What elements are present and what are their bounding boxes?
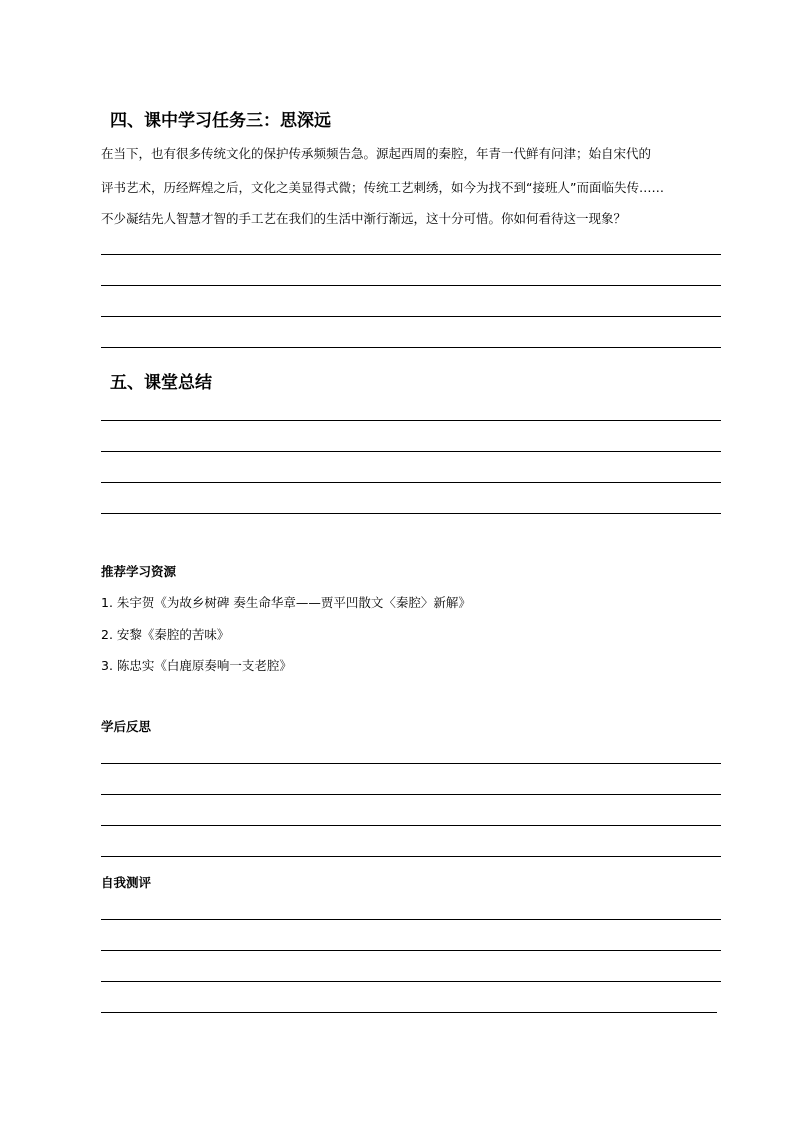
section5-heading: 五、课堂总结 <box>110 373 212 393</box>
paragraph-line: 在当下，也有很多传统文化的保护传承频频告急。源起西周的秦腔，年青一代鲜有问津；始自宋代的 <box>101 146 652 161</box>
resources-title: 推荐学习资源 <box>101 564 177 579</box>
answer-line <box>101 950 721 951</box>
answer-line <box>101 513 721 514</box>
answer-line <box>101 763 721 764</box>
answer-line <box>101 919 721 920</box>
resource-item: 3. 陈忠实《白鹿原奏响一支老腔》 <box>101 658 292 673</box>
answer-line <box>101 1012 717 1013</box>
resource-item: 2. 安黎《秦腔的苦味》 <box>101 627 230 642</box>
reflection-title: 学后反思 <box>101 719 152 734</box>
answer-line <box>101 825 721 826</box>
answer-line <box>101 451 721 452</box>
answer-line <box>101 794 721 795</box>
section4-heading: 四、课中学习任务三：思深远 <box>110 111 331 131</box>
answer-line <box>101 254 721 255</box>
self-eval-title: 自我测评 <box>101 875 152 890</box>
answer-line <box>101 981 721 982</box>
answer-line <box>101 285 721 286</box>
answer-line <box>101 316 721 317</box>
paragraph-line: 不少凝结先人智慧才智的手工艺在我们的生活中渐行渐远，这十分可惜。你如何看待这一现象？ <box>101 211 627 226</box>
paragraph-line: 评书艺术，历经辉煌之后，文化之美显得式微；传统工艺刺绣，如今为找不到“接班人”而面临失传…… <box>101 180 664 195</box>
answer-line <box>101 482 721 483</box>
answer-line <box>101 420 721 421</box>
resource-item: 1. 朱宇贺《为故乡树碑 奏生命华章——贾平凹散文〈秦腔〉新解》 <box>101 595 471 610</box>
answer-line <box>101 856 721 857</box>
answer-line <box>101 347 721 348</box>
